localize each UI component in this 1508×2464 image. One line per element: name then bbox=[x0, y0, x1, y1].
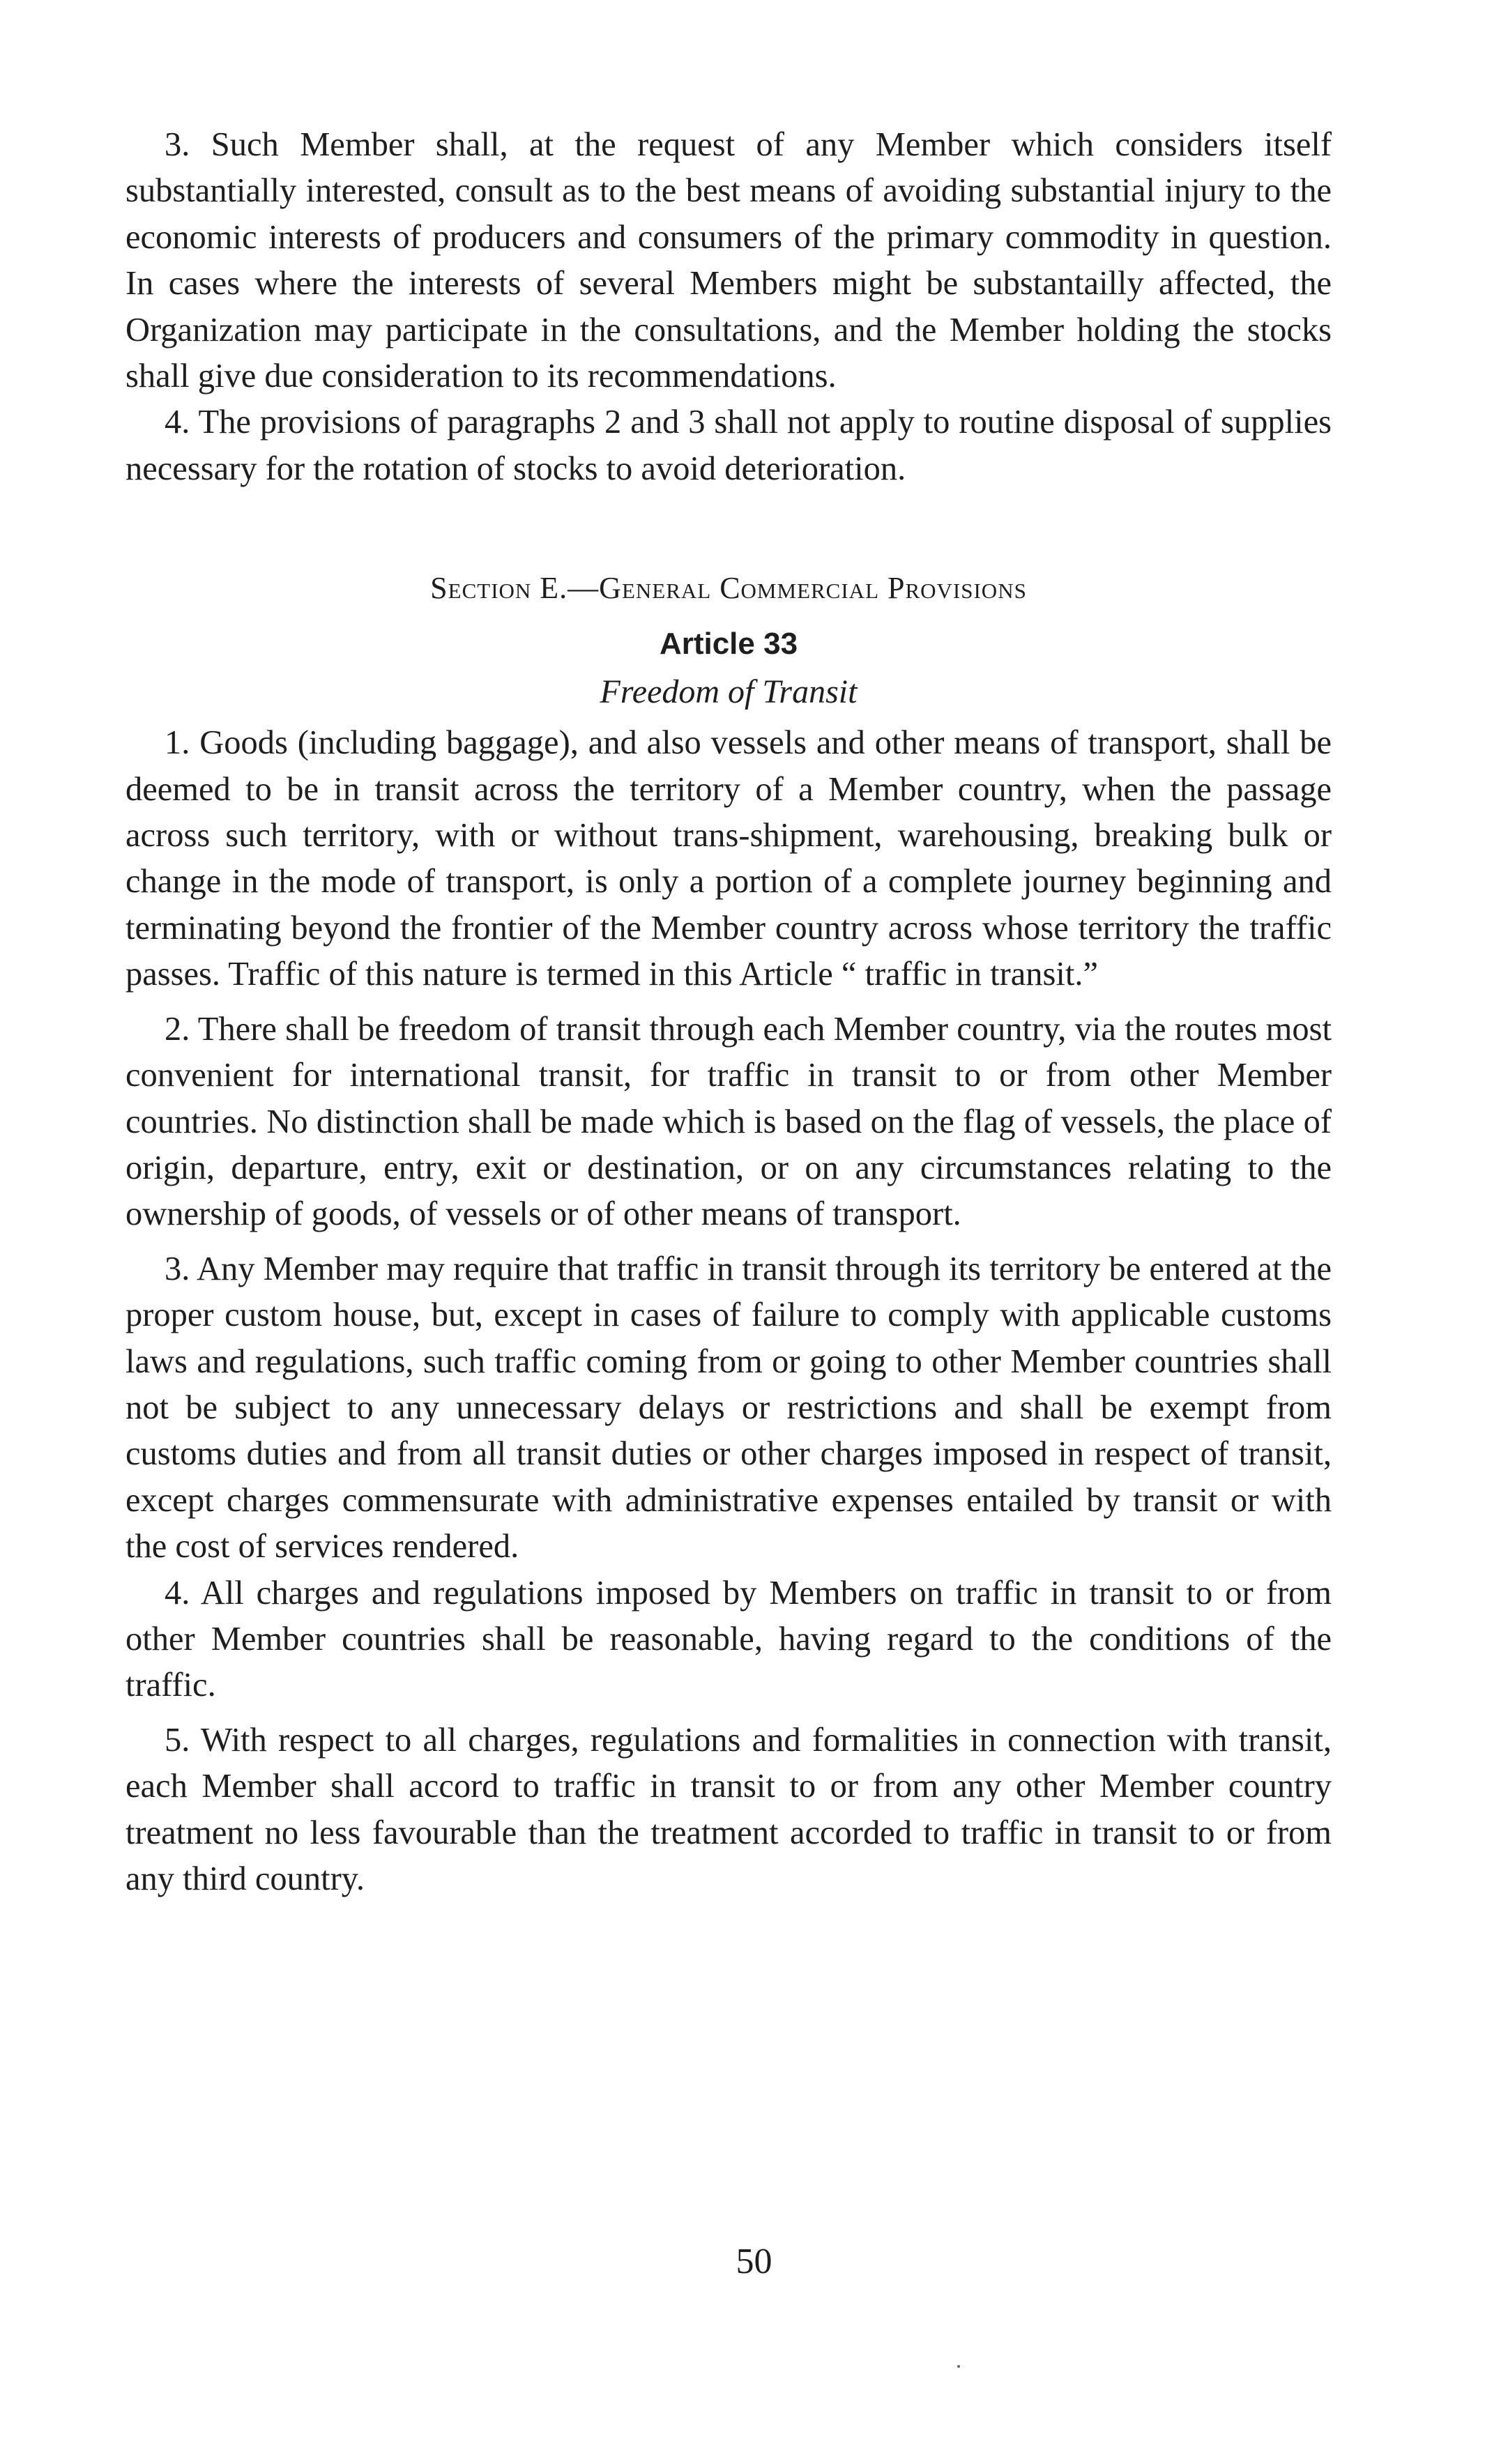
paragraph-3-consultation: 3. Such Member shall, at the request of any Member which considers itself substantially interested, consult as to the best means of avoiding substantial injury to the economic interests of producers and consumers of the primary commodity in question. In cases where the interests of several Members might be substantailly affected, the Organization may participate in the consultations, and the Member holding the stocks shall give due consideration to its recommendations. bbox=[125, 126, 1332, 395]
article-paragraph-2: 2. There shall be freedom of transit through each Member country, via the routes most convenient for international transit, for traffic in transit to or from other Member countries. No distinction shall be made which is based on the flag of vessels, the place of origin, departure, entry, exit or destination, or on any circumstances relating to the ownership of goods, of vessels or of other means of transport. bbox=[125, 1010, 1332, 1233]
page-number: 50 bbox=[736, 2242, 772, 2281]
article-subtitle: Freedom of Transit bbox=[600, 673, 858, 711]
article-paragraph-1: 1. Goods (including baggage), and also vessels and other means of transport, shall be deemed to be in transit across the territory of a Member country, when the passage across such territory, with or without trans-shipment, warehousing, breaking bulk or change in the mode of transport, is only a portion of a complete journey beginning and terminating beyond the frontier of the Member country across whose territory the traffic passes. Traffic of this nature is termed in this Article “ traffic in transit.” bbox=[125, 724, 1332, 993]
article-heading: Article 33 bbox=[659, 627, 798, 661]
paragraph-4-routine-disposal: 4. The provisions of paragraphs 2 and 3 shall not apply to routine disposal of supplies necessary for the rotation of stocks to avoid deterioration. bbox=[125, 404, 1332, 487]
document-page bbox=[125, 122, 1332, 1902]
article-paragraph-5: 5. With respect to all charges, regulations and formalities in connection with transit, each Member shall accord to traffic in transit to or from any other Member country treatment no less favourable than the treatment accorded to traffic in transit to or from any third country. bbox=[125, 1721, 1332, 1897]
scan-speck bbox=[957, 2365, 960, 2368]
section-heading: Section E.—General Commercial Provisions bbox=[430, 571, 1027, 606]
article-paragraph-4: 4. All charges and regulations imposed by Members on traffic in transit to or from other Member countries shall be reasonable, having regard to the conditions of the traffic. bbox=[125, 1574, 1332, 1704]
article-paragraph-3: 3. Any Member may require that traffic in transit through its territory be entered at the proper custom house, but, except in cases of failure to comply with applicable customs laws and regulations, such traffic coming from or going to other Member countries shall not be subject to any unnecessary delays or restrictions and shall be exempt from customs duties and from all transit duties or other charges imposed in respect of transit, except charges commensurate with administrative expenses entailed by transit or with the cost of services rendered. bbox=[125, 1250, 1332, 1566]
